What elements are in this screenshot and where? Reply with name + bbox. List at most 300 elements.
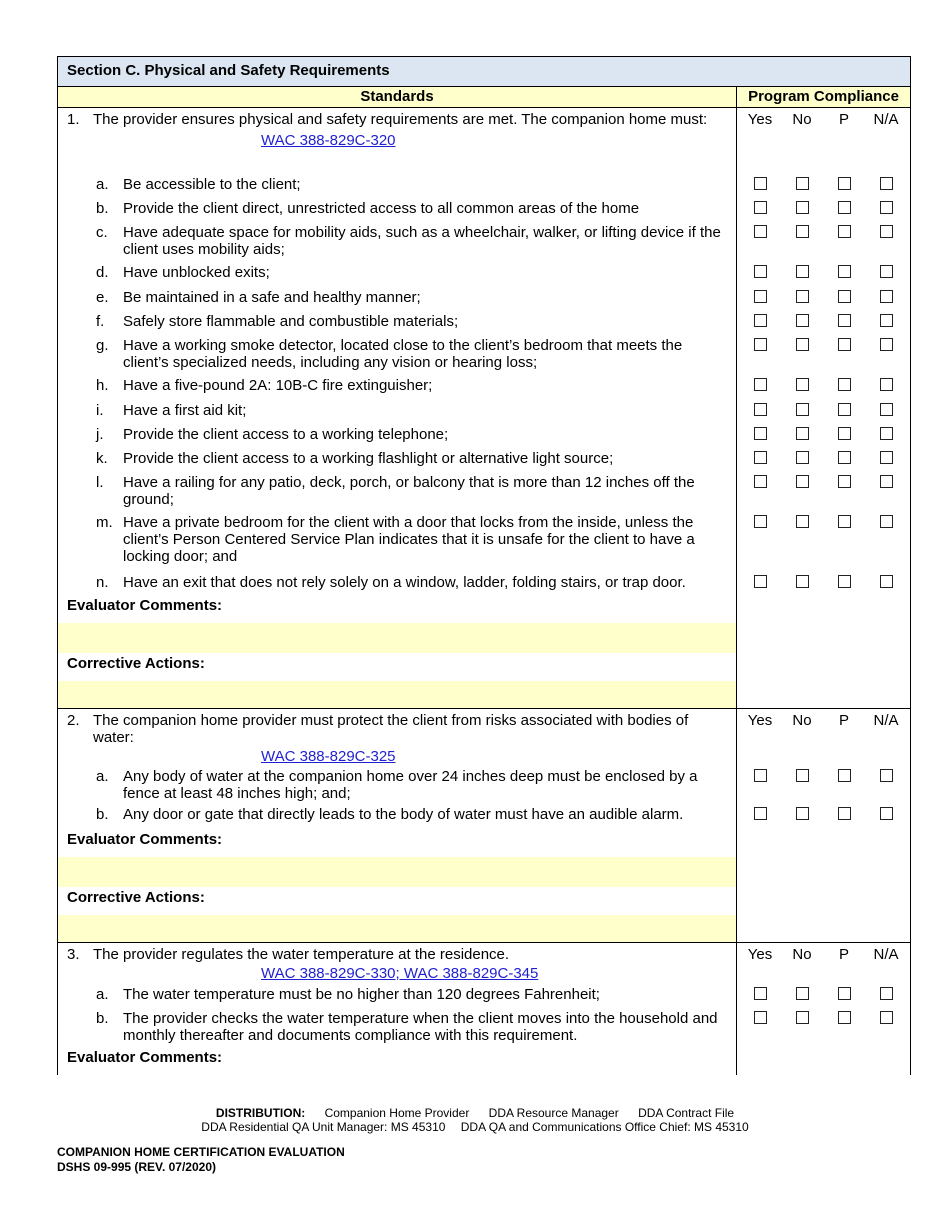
sub-item-letter: c.: [96, 224, 108, 241]
sub-item: [58, 803, 737, 829]
checkbox-yes[interactable]: [754, 427, 767, 440]
checkbox-cell: [739, 221, 781, 261]
sub-item: [58, 173, 737, 197]
sub-item-letter: i.: [96, 402, 104, 419]
sub-item-row: [57, 261, 911, 286]
sub-item-checkboxes: [737, 399, 910, 423]
checkbox-yes[interactable]: [754, 290, 767, 303]
statement-body: [93, 111, 720, 149]
checkbox-p[interactable]: [838, 451, 851, 464]
compliance-header: Program Compliance: [748, 88, 899, 105]
sub-item-checkboxes: [737, 173, 910, 197]
checkbox-cell: [781, 399, 823, 423]
sub-item-letter: l.: [96, 474, 104, 491]
checkbox-yes[interactable]: [754, 987, 767, 1000]
sub-item: [58, 447, 737, 471]
corrective-actions-row: [57, 653, 911, 681]
checkbox-yes[interactable]: [754, 177, 767, 190]
sub-item: [58, 511, 737, 571]
checkbox-cell: [739, 803, 781, 829]
compliance-col-yes: Yes: [747, 712, 773, 729]
standard-2-statement: [58, 709, 737, 765]
statement-body: [93, 946, 720, 982]
checkbox-yes[interactable]: [754, 265, 767, 278]
sub-item-letter: m.: [96, 514, 113, 531]
checkbox-cell: [781, 511, 823, 571]
checkbox-no[interactable]: [796, 314, 809, 327]
checkbox-p[interactable]: [838, 769, 851, 782]
checkbox-na[interactable]: [880, 314, 893, 327]
checkbox-cell: [865, 286, 907, 310]
checkbox-cell: [823, 286, 865, 310]
compliance-blank: [737, 857, 910, 887]
checkbox-yes[interactable]: [754, 515, 767, 528]
sub-item-wrap: [58, 399, 736, 419]
sub-item-letter: a.: [96, 176, 109, 193]
checkbox-no[interactable]: [796, 201, 809, 214]
sub-item: [58, 374, 737, 399]
sub-item-letter: g.: [96, 337, 109, 354]
sub-item-letter: b.: [96, 200, 109, 217]
checkbox-cell: [739, 374, 781, 399]
checkbox-no[interactable]: [796, 265, 809, 278]
checkbox-na[interactable]: [880, 475, 893, 488]
checkbox-cell: [865, 374, 907, 399]
sub-item-text: Have adequate space for mobility aids, such as a wheelchair, walker, or lifting device if the client uses mobility aids;: [123, 224, 721, 258]
sub-item-letter: a.: [96, 986, 109, 1003]
checkbox-yes[interactable]: [754, 225, 767, 238]
checkbox-no[interactable]: [796, 515, 809, 528]
checkbox-cell: [865, 423, 907, 447]
wac-reference: [93, 965, 720, 982]
sub-item-wrap: [58, 571, 736, 591]
wac-reference: [93, 132, 720, 149]
checkbox-cell: [823, 423, 865, 447]
compliance-blank: [737, 623, 910, 653]
sub-item-letter: f.: [96, 313, 105, 330]
checkbox-cell: [739, 334, 781, 374]
checkbox-cell: [823, 765, 865, 803]
actions-input-area[interactable]: [58, 915, 737, 942]
checkbox-p[interactable]: [838, 225, 851, 238]
sub-item-row: [57, 399, 911, 423]
compliance-blank: [737, 681, 910, 708]
compliance-blank: [737, 829, 910, 857]
sub-item-text: Have a five-pound 2A: 10B-C fire extinguisher;: [123, 377, 433, 394]
compliance-col-yes: Yes: [747, 946, 773, 963]
sub-item-text: Provide the client direct, unrestricted access to all common areas of the home: [123, 200, 640, 217]
sub-item-checkboxes: [737, 571, 910, 595]
sub-item-letter: b.: [96, 806, 109, 823]
sub-item-checkboxes: [737, 261, 910, 286]
sub-item-checkboxes: [737, 447, 910, 471]
sub-item-wrap: [58, 286, 736, 306]
checkbox-p[interactable]: [838, 475, 851, 488]
sub-item-row: [57, 983, 911, 1007]
sub-item-wrap: [58, 765, 736, 802]
checkbox-cell: [739, 571, 781, 595]
sub-item-checkboxes: [737, 511, 910, 571]
checkbox-cell: [823, 803, 865, 829]
wac-reference-link[interactable]: WAC 388-829C-320: [261, 132, 396, 149]
compliance-col-na: N/A: [873, 946, 899, 963]
distribution-footer: [0, 1106, 950, 1134]
sub-item-checkboxes: [737, 765, 910, 803]
standard-number: 2.: [67, 712, 80, 729]
checkbox-p[interactable]: [838, 427, 851, 440]
checkbox-na[interactable]: [880, 575, 893, 588]
sub-item-row: [57, 803, 911, 829]
checkbox-no[interactable]: [796, 290, 809, 303]
evaluator-comments-field[interactable]: [57, 857, 911, 887]
sub-item-text: Be maintained in a safe and healthy manner;: [123, 289, 421, 306]
sub-item-wrap: [58, 983, 736, 1003]
section-title: Section C. Physical and Safety Requirements: [57, 56, 911, 86]
checkbox-cell: [865, 310, 907, 334]
checkbox-p[interactable]: [838, 290, 851, 303]
checkbox-no[interactable]: [796, 378, 809, 391]
checkbox-yes[interactable]: [754, 769, 767, 782]
checkbox-yes[interactable]: [754, 475, 767, 488]
sub-item-wrap: [58, 173, 736, 193]
sub-item-text: Be accessible to the client;: [123, 176, 301, 193]
checkbox-p[interactable]: [838, 378, 851, 391]
compliance-blank: [737, 1047, 910, 1075]
sub-item-checkboxes: [737, 221, 910, 261]
checkbox-yes[interactable]: [754, 575, 767, 588]
actions-input-area[interactable]: [58, 681, 737, 708]
sub-item: [58, 310, 737, 334]
dist-qa-office-chief: DDA QA and Communications Office Chief: MS 45310: [460, 1120, 749, 1134]
statement-text: The provider ensures physical and safety requirements are met. The companion home must:: [93, 111, 708, 128]
sub-item: [58, 221, 737, 261]
compliance-blank: [737, 653, 910, 681]
checkbox-na[interactable]: [880, 201, 893, 214]
sub-item-text: Any body of water at the companion home over 24 inches deep must be enclosed by a fence at least 48 inches high; and;: [123, 768, 698, 802]
evaluator-comments-row: [57, 829, 911, 857]
checkbox-p[interactable]: [838, 575, 851, 588]
checkbox-yes[interactable]: [754, 451, 767, 464]
sub-item-wrap: [58, 471, 736, 508]
checkbox-na[interactable]: [880, 1011, 893, 1024]
checkbox-cell: [739, 261, 781, 286]
checkbox-na[interactable]: [880, 515, 893, 528]
checkbox-yes[interactable]: [754, 338, 767, 351]
checkbox-yes[interactable]: [754, 1011, 767, 1024]
checkbox-p[interactable]: [838, 177, 851, 190]
checkbox-cell: [865, 511, 907, 571]
checkbox-cell: [823, 983, 865, 1007]
compliance-col-na: N/A: [873, 712, 899, 729]
corrective-actions-label: Corrective Actions:: [58, 887, 737, 915]
checkbox-cell: [865, 334, 907, 374]
checkbox-cell: [781, 803, 823, 829]
compliance-header-cells: [737, 943, 910, 983]
checkbox-cell: [823, 310, 865, 334]
compliance-col-na: N/A: [873, 111, 899, 128]
sub-item-text: Have a railing for any patio, deck, porch, or balcony that is more than 12 inches off the ground;: [123, 474, 695, 508]
checkbox-cell: [739, 173, 781, 197]
wac-reference-link[interactable]: WAC 388-829C-325: [261, 748, 396, 765]
distribution-label: DISTRIBUTION:: [215, 1106, 306, 1120]
sub-item-wrap: [58, 511, 736, 565]
checkbox-na[interactable]: [880, 427, 893, 440]
checkbox-cell: [781, 765, 823, 803]
checkbox-yes[interactable]: [754, 201, 767, 214]
standard-1-statement: [58, 108, 737, 173]
checkbox-cell: [739, 399, 781, 423]
standard-3-row: [57, 943, 911, 983]
sub-item-row: [57, 471, 911, 511]
checkbox-cell: [865, 983, 907, 1007]
sub-item: [58, 571, 737, 595]
checkbox-cell: [865, 173, 907, 197]
sub-item-letter: a.: [96, 768, 109, 785]
checkbox-cell: [823, 571, 865, 595]
compliance-blank: [737, 887, 910, 915]
checkbox-yes[interactable]: [754, 807, 767, 820]
sub-item-text: Provide the client access to a working telephone;: [123, 426, 449, 443]
standard-3-statement: [58, 943, 737, 983]
compliance-col-no: No: [792, 111, 812, 128]
checkbox-na[interactable]: [880, 807, 893, 820]
sub-item-wrap: [58, 334, 736, 371]
sub-item-row: [57, 197, 911, 221]
checkbox-cell: [865, 447, 907, 471]
sub-item-text: Any door or gate that directly leads to the body of water must have an audible alarm.: [123, 806, 684, 823]
checkbox-yes[interactable]: [754, 378, 767, 391]
sub-item-wrap: [58, 447, 736, 467]
sub-item-text: Have unblocked exits;: [123, 264, 270, 281]
checkbox-cell: [781, 334, 823, 374]
checkbox-cell: [823, 399, 865, 423]
sub-item-letter: b.: [96, 1010, 109, 1027]
checkbox-cell: [823, 471, 865, 511]
statement-text: The companion home provider must protect the client from risks associated with bodies of water:: [93, 712, 689, 746]
compliance-col-no: No: [792, 712, 812, 729]
checkbox-no[interactable]: [796, 338, 809, 351]
checkbox-cell: [823, 197, 865, 221]
checkbox-cell: [781, 261, 823, 286]
checkbox-no[interactable]: [796, 177, 809, 190]
sub-item-row: [57, 571, 911, 595]
sub-item-wrap: [58, 1007, 736, 1044]
sub-item-wrap: [58, 374, 736, 394]
checkbox-cell: [739, 1007, 781, 1047]
sub-item-row: [57, 221, 911, 261]
statement-body: [93, 712, 720, 765]
sub-item-checkboxes: [737, 471, 910, 511]
sub-item-wrap: [58, 310, 736, 330]
checkbox-p[interactable]: [838, 1011, 851, 1024]
checkbox-p[interactable]: [838, 403, 851, 416]
checkbox-no[interactable]: [796, 769, 809, 782]
checkbox-na[interactable]: [880, 290, 893, 303]
wac-reference-link[interactable]: WAC 388-829C-330; WAC 388-829C-345: [261, 965, 539, 982]
sub-item-row: [57, 173, 911, 197]
compliance-header-cells: [737, 108, 910, 173]
statement-text: The provider regulates the water temperature at the residence.: [93, 946, 510, 963]
corrective-actions-field[interactable]: [57, 681, 911, 709]
checkbox-cell: [865, 221, 907, 261]
standard-number: 1.: [67, 111, 80, 128]
checkbox-na[interactable]: [880, 338, 893, 351]
items-container: [57, 108, 911, 1075]
checkbox-cell: [739, 511, 781, 571]
evaluator-comments-row: [57, 595, 911, 623]
checkbox-na[interactable]: [880, 451, 893, 464]
sub-item-text: Have an exit that does not rely solely on a window, ladder, folding stairs, or trap door.: [123, 574, 686, 591]
sub-item-checkboxes: [737, 374, 910, 399]
evaluator-comments-label: Evaluator Comments:: [58, 829, 737, 857]
checkbox-no[interactable]: [796, 475, 809, 488]
sub-item: [58, 1007, 737, 1047]
dist-qa-unit-manager: DDA Residential QA Unit Manager: MS 45310: [201, 1120, 446, 1134]
sub-item-row: [57, 374, 911, 399]
compliance-blank: [737, 915, 910, 942]
checkbox-na[interactable]: [880, 987, 893, 1000]
standard-number: 3.: [67, 946, 80, 963]
checkbox-cell: [739, 423, 781, 447]
sub-item-checkboxes: [737, 803, 910, 829]
evaluator-comments-label: Evaluator Comments:: [58, 595, 737, 623]
form-title: COMPANION HOME CERTIFICATION EVALUATION: [57, 1145, 345, 1159]
checkbox-no[interactable]: [796, 451, 809, 464]
sub-item-letter: h.: [96, 377, 109, 394]
checkbox-na[interactable]: [880, 378, 893, 391]
checkbox-no[interactable]: [796, 1011, 809, 1024]
sub-item-text: The provider checks the water temperature when the client moves into the household and monthly thereafter and documents compliance with this requirement.: [123, 1010, 718, 1044]
statement-text-wrap: [58, 108, 736, 149]
sub-item-wrap: [58, 197, 736, 217]
checkbox-cell: [781, 423, 823, 447]
checkbox-yes[interactable]: [754, 314, 767, 327]
sub-item-text: Have a private bedroom for the client with a door that locks from the inside, unless the client’s Person Centered Service Plan indicates that it is unsafe for the client to have a locking door; and: [123, 514, 695, 565]
checkbox-p[interactable]: [838, 515, 851, 528]
sub-item-checkboxes: [737, 423, 910, 447]
compliance-col-no: No: [792, 946, 812, 963]
checkbox-p[interactable]: [838, 201, 851, 214]
checkbox-cell: [865, 197, 907, 221]
checkbox-cell: [865, 803, 907, 829]
checkbox-no[interactable]: [796, 575, 809, 588]
checkbox-cell: [823, 173, 865, 197]
checkbox-cell: [781, 374, 823, 399]
checkbox-cell: [823, 447, 865, 471]
form-number: DSHS 09-995 (REV. 07/2020): [57, 1160, 216, 1174]
checkbox-no[interactable]: [796, 807, 809, 820]
checkbox-na[interactable]: [880, 265, 893, 278]
checkbox-cell: [781, 447, 823, 471]
compliance-col-p: P: [838, 946, 849, 963]
checkbox-cell: [781, 310, 823, 334]
form-table: [57, 56, 911, 1075]
checkbox-cell: [781, 221, 823, 261]
checkbox-cell: [865, 261, 907, 286]
checkbox-cell: [781, 571, 823, 595]
sub-item-checkboxes: [737, 1007, 910, 1047]
checkbox-p[interactable]: [838, 987, 851, 1000]
sub-item-checkboxes: [737, 334, 910, 374]
checkbox-no[interactable]: [796, 225, 809, 238]
checkbox-cell: [739, 765, 781, 803]
checkbox-cell: [781, 197, 823, 221]
sub-item-text: Have a first aid kit;: [123, 402, 247, 419]
sub-item-wrap: [58, 261, 736, 281]
sub-item-row: [57, 511, 911, 571]
checkbox-cell: [865, 471, 907, 511]
checkbox-cell: [865, 399, 907, 423]
evaluator-comments-label: Evaluator Comments:: [58, 1047, 737, 1075]
statement-text-wrap: [58, 709, 736, 765]
sub-item: [58, 983, 737, 1007]
checkbox-cell: [739, 310, 781, 334]
compliance-col-p: P: [838, 712, 849, 729]
sub-item-letter: n.: [96, 574, 109, 591]
sub-item: [58, 765, 737, 803]
checkbox-cell: [739, 197, 781, 221]
sub-item-letter: e.: [96, 289, 109, 306]
checkbox-cell: [823, 261, 865, 286]
checkbox-cell: [865, 765, 907, 803]
sub-item-text: Have a working smoke detector, located close to the client’s bedroom that meets the client’s specialized needs, including any vision or hearing loss;: [123, 337, 683, 371]
checkbox-p[interactable]: [838, 314, 851, 327]
checkbox-na[interactable]: [880, 225, 893, 238]
compliance-header-cells: [737, 709, 910, 765]
checkbox-no[interactable]: [796, 987, 809, 1000]
checkbox-no[interactable]: [796, 427, 809, 440]
checkbox-cell: [823, 1007, 865, 1047]
checkbox-p[interactable]: [838, 265, 851, 278]
evaluator-comments-field[interactable]: [57, 623, 911, 653]
form-identifier: [57, 1145, 345, 1175]
checkbox-cell: [739, 983, 781, 1007]
sub-item-row: [57, 334, 911, 374]
checkbox-cell: [781, 286, 823, 310]
checkbox-cell: [865, 1007, 907, 1047]
comments-input-area[interactable]: [58, 857, 737, 887]
checkbox-cell: [823, 334, 865, 374]
checkbox-p[interactable]: [838, 338, 851, 351]
checkbox-na[interactable]: [880, 177, 893, 190]
sub-item: [58, 261, 737, 286]
checkbox-cell: [781, 1007, 823, 1047]
checkbox-yes[interactable]: [754, 403, 767, 416]
column-headers: [57, 86, 911, 108]
checkbox-na[interactable]: [880, 769, 893, 782]
checkbox-no[interactable]: [796, 403, 809, 416]
wac-reference: [93, 748, 720, 765]
sub-item-wrap: [58, 423, 736, 443]
sub-item-checkboxes: [737, 983, 910, 1007]
sub-item-checkboxes: [737, 286, 910, 310]
sub-item: [58, 399, 737, 423]
sub-item: [58, 334, 737, 374]
checkbox-p[interactable]: [838, 807, 851, 820]
evaluator-comments-row: [57, 1047, 911, 1075]
sub-item-checkboxes: [737, 197, 910, 221]
checkbox-cell: [823, 511, 865, 571]
sub-item-text: Provide the client access to a working flashlight or alternative light source;: [123, 450, 614, 467]
checkbox-na[interactable]: [880, 403, 893, 416]
sub-item-row: [57, 286, 911, 310]
checkbox-cell: [739, 286, 781, 310]
comments-input-area[interactable]: [58, 623, 737, 653]
sub-item-checkboxes: [737, 310, 910, 334]
corrective-actions-field[interactable]: [57, 915, 911, 943]
checkbox-cell: [739, 447, 781, 471]
checkbox-cell: [823, 221, 865, 261]
